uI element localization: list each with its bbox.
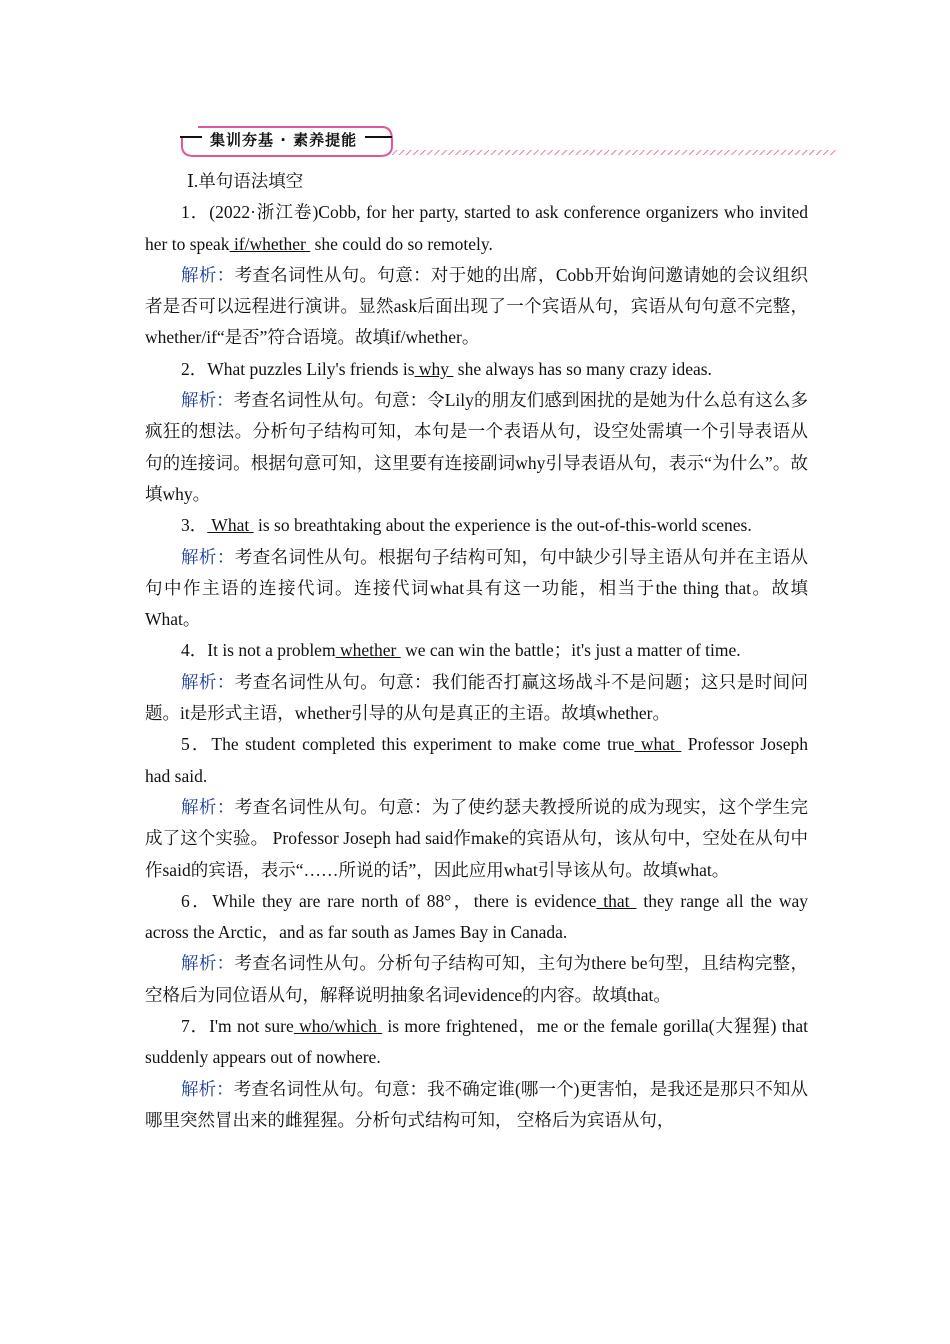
answer-blank: why	[414, 358, 454, 379]
explanation-label: 解析：	[181, 1078, 234, 1099]
explanation-label: 解析：	[181, 953, 235, 974]
explanation: 解析：考查名词性从句。句意：令Lily的朋友们感到困扰的是她为什么总有这么多疯狂的想法。分析句子结构可知，本句是一个表语从句，设空处需填一个引导表语从句的连接词。根据句意可知，这里要有连接副词why引导表语从句，表示“为什么”。故填why。	[145, 390, 808, 504]
answer-blank: if/whether	[229, 233, 311, 254]
explanation: 解析：考查名词性从句。根据句子结构可知，句中缺少引导主语从句并在主语从句中作主语的连接代词。连接代词what具有这一功能，相当于the thing that。故填What。	[145, 546, 808, 630]
answer-blank: whether	[335, 640, 401, 661]
explanation: 解析：考查名词性从句。句意：对于她的出席，Cobb开始询问邀请她的会议组织者是否可以远程进行演讲。显然ask后面出现了一个宾语从句，宾语从句句意不完整，whether/if“是否”符合语境。故填if/whether。	[145, 264, 809, 348]
question-text: 3． What is so breathtaking about the experience is the out-of-this-world scenes.	[181, 515, 752, 536]
answer-blank: What	[207, 515, 254, 536]
question-item	[145, 510, 808, 635]
answer-blank: who/which	[293, 1016, 383, 1037]
question-item	[145, 886, 808, 1011]
document-body	[145, 166, 808, 1136]
question-item	[145, 635, 808, 729]
question-text: 1．(2022·浙江卷)Cobb, for her party, started to ask conference organizers who invited her to speak if/whether she could do so remotely.	[145, 202, 808, 254]
question-text: 7．I'm not sure who/which is more frightened，me or the female gorilla(大猩猩) that suddenly appears out of nowhere.	[145, 1016, 808, 1068]
question-text: 6．While they are rare north of 88°，there is evidence that they range all the way across the Arctic，and as far south as James Bay in Canada.	[145, 890, 808, 943]
question-item	[145, 729, 808, 885]
question-item	[145, 197, 808, 353]
explanation: 解析：考查名词性从句。分析句子结构可知，主句为there be句型，且结构完整，空格后为同位语从句，解释说明抽象名词evidence的内容。故填that。	[145, 953, 808, 1005]
explanation-label: 解析：	[181, 671, 235, 692]
banner-title: 集训夯基 · 素养提能	[210, 131, 358, 149]
explanation: 解析：考查名词性从句。句意：我不确定谁(哪一个)更害怕，是我还是那只不知从哪里突然冒出来的雌猩猩。分析句式结构可知， 空格后为宾语从句，	[145, 1078, 809, 1130]
section-banner	[180, 126, 840, 162]
explanation-label: 解析：	[181, 390, 234, 411]
explanation-label: 解析：	[181, 264, 235, 285]
explanation-label: 解析：	[181, 546, 235, 567]
explanation-label: 解析：	[181, 796, 235, 817]
explanation: 解析：考查名词性从句。句意：我们能否打赢这场战斗不是问题；这只是时间问题。it是形式主语，whether引导的从句是真正的主语。故填whether。	[145, 671, 808, 724]
section-title: Ⅰ.单句语法填空	[187, 171, 304, 191]
explanation: 解析：考查名词性从句。句意：为了使约瑟夫教授所说的成为现实，这个学生完成了这个实验。 Professor Joseph had said作make的宾语从句，该从句中，空处在从句中作said的宾语，表示“……所说的话”，因此应用what引导该从句。故填what。	[145, 796, 808, 880]
question-text: 5．The student completed this experiment to make come true what Professor Joseph had said.	[145, 734, 808, 786]
question-item	[145, 354, 808, 510]
answer-blank: that	[596, 890, 637, 911]
answer-blank: what	[634, 734, 682, 755]
question-text: 4．It is not a problem whether we can win the battle；it's just a matter of time.	[181, 640, 741, 661]
question-text: 2．What puzzles Lily's friends is why she always has so many crazy ideas.	[181, 358, 712, 379]
question-item	[145, 1011, 808, 1136]
